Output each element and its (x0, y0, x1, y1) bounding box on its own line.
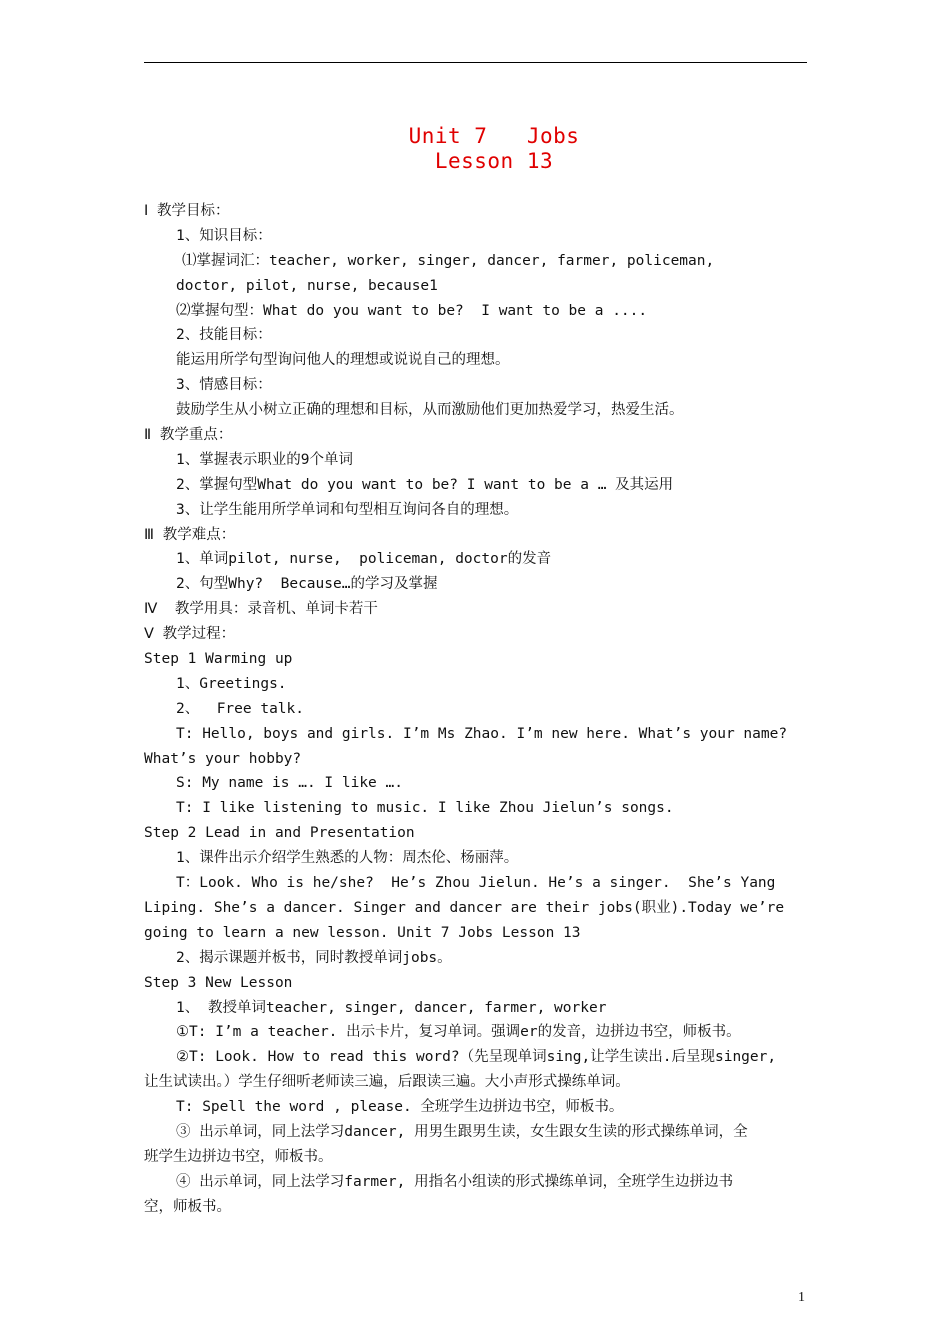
text-line: ②T: Look. How to read this word?（先呈现单词sing,让学生读出.后呈现singer, (176, 1049, 777, 1066)
text-line: 能运用所学句型询问他人的理想或说说自己的理想。 (176, 352, 510, 369)
text-line: Ⅰ 教学目标： (144, 203, 230, 219)
text-line: Ⅲ 教学难点： (144, 526, 236, 543)
text-line: 2、揭示课题并板书，同时教授单词jobs。 (176, 949, 452, 966)
page-number: 1 (798, 1290, 805, 1305)
text-line: T: I like listening to music. I like Zhou Jielun’s songs. (176, 800, 674, 817)
lesson-plan-body (144, 199, 807, 1220)
text-line: 3、情感目标： (176, 377, 272, 394)
text-line: ⑵掌握句型：What do you want to be? I want to be a .... (176, 302, 648, 319)
text-line: Step 2 Lead in and Presentation (144, 825, 415, 842)
text-line: ①T: I’m a teacher. 出示卡片，复习单词。强调er的发音，边拼边书空，师板书。 (176, 1024, 741, 1041)
text-line: going to learn a new lesson. Unit 7 Jobs Lesson 13 (144, 924, 581, 941)
text-line: ③ 出示单词，同上法学习dancer, 用男生跟男生读，女生跟女生读的形式操练单词，全 (176, 1123, 748, 1140)
text-line: 1、掌握表示职业的9个单词 (176, 451, 353, 468)
text-line: 2、 Free talk. (176, 700, 304, 717)
text-line: Liping. She’s a dancer. Singer and dancer are their jobs(职业).Today we’re (144, 899, 785, 916)
text-line: 班学生边拼边书空，师板书。 (144, 1148, 333, 1165)
text-line: Step 1 Warming up (144, 651, 293, 668)
text-line: ⑴掌握词汇：teacher, worker, singer, dancer, farmer, policeman, (182, 252, 715, 269)
text-line: What’s your hobby? (144, 750, 302, 767)
text-line: Ⅱ 教学重点： (144, 427, 233, 444)
text-line: T: Hello, boys and girls. I’m Ms Zhao. I’m new here. What’s your name? (176, 725, 788, 742)
text-line: 1、课件出示介绍学生熟悉的人物：周杰伦、杨丽萍。 (176, 850, 519, 867)
text-line: 1、单词pilot, nurse, policeman, doctor的发音 (176, 551, 552, 568)
text-line: T：Look. Who is he/she? He’s Zhou Jielun. He’s a singer. She’s Yang (176, 875, 776, 892)
text-line: 空，师板书。 (144, 1198, 231, 1215)
text-line: Ⅳ 教学用具：录音机、单词卡若干 (144, 601, 378, 618)
text-line: 1、 教授单词teacher, singer, dancer, farmer, worker (176, 999, 607, 1016)
text-line: 3、让学生能用所学单词和句型相互询问各自的理想。 (176, 501, 519, 518)
text-line: Step 3 New Lesson (144, 974, 293, 991)
text-line: 2、掌握句型What do you want to be? I want to be a … 及其运用 (176, 476, 674, 493)
text-line: S: My name is …. I like …. (176, 775, 403, 792)
text-line: 鼓励学生从小树立正确的理想和目标，从而激励他们更加热爱学习，热爱生活。 (176, 402, 684, 419)
text-line: 让生试读出。）学生仔细听老师读三遍，后跟读三遍。大小声形式操练单词。 (144, 1074, 630, 1091)
text-line: T: Spell the word , please. 全班学生边拼边书空，师板书。 (176, 1099, 624, 1116)
header-rule (144, 62, 807, 63)
text-line: 1、知识目标： (176, 227, 272, 244)
lesson-title: Lesson 13 (434, 149, 554, 173)
text-line: Ⅴ 教学过程： (144, 626, 236, 643)
unit-title: Unit 7 Jobs (408, 124, 580, 148)
text-line: 2、技能目标： (176, 327, 272, 344)
text-line: 2、句型Why? Because…的学习及掌握 (176, 576, 438, 593)
text-line: doctor, pilot, nurse, because1 (176, 277, 438, 294)
text-line: 1、Greetings. (176, 675, 287, 692)
text-line: ④ 出示单词，同上法学习farmer, 用指名小组读的形式操练单词，全班学生边拼边书 (176, 1173, 734, 1190)
